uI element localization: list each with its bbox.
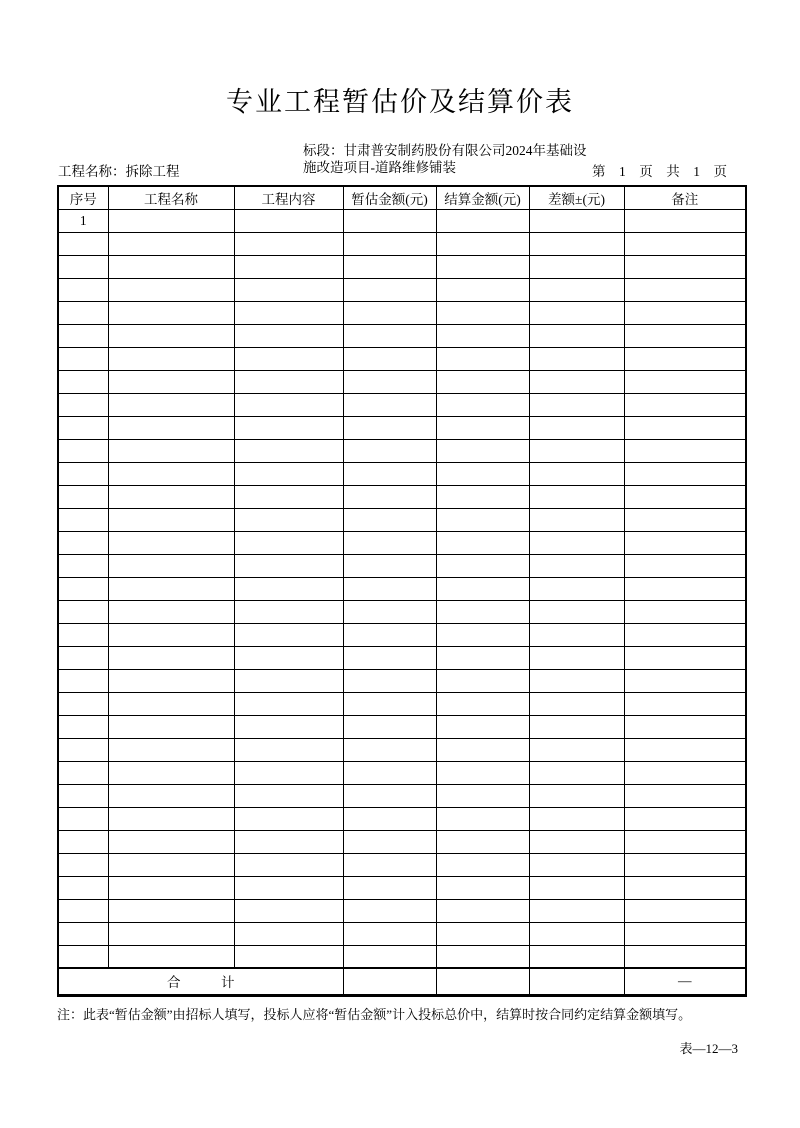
cell-remark [624,209,746,232]
cell-name [108,899,234,922]
cell-estimate [343,301,436,324]
cell-content [234,232,343,255]
table-row [58,715,746,738]
cell-remark [624,439,746,462]
cell-estimate [343,876,436,899]
cell-difference [529,209,624,232]
table-row [58,485,746,508]
cell-difference [529,416,624,439]
cell-seq [58,577,108,600]
cell-name [108,784,234,807]
cell-name [108,876,234,899]
cell-settlement [436,416,529,439]
cell-name [108,393,234,416]
cell-settlement [436,531,529,554]
cell-content [234,807,343,830]
cell-remark [624,646,746,669]
table-row [58,301,746,324]
cell-settlement [436,255,529,278]
cell-seq [58,255,108,278]
cell-content [234,876,343,899]
cell-name [108,761,234,784]
cell-settlement [436,554,529,577]
cell-settlement [436,232,529,255]
cell-seq [58,485,108,508]
table-row [58,232,746,255]
cell-content [234,347,343,370]
cell-remark [624,347,746,370]
table-row [58,508,746,531]
cell-seq [58,508,108,531]
cell-content [234,899,343,922]
table-row [58,209,746,232]
cell-content [234,945,343,968]
cell-estimate [343,922,436,945]
cell-content [234,485,343,508]
cell-settlement [436,945,529,968]
cell-settlement [436,508,529,531]
cell-seq [58,324,108,347]
cell-estimate [343,600,436,623]
cell-seq [58,347,108,370]
cell-remark [624,669,746,692]
cell-name [108,508,234,531]
footnote: 注：此表“暂估金额”由招标人填写，投标人应将“暂估金额”计入投标总价中，结算时按合同约定结算金额填写。 [57,1007,692,1022]
cell-content [234,554,343,577]
cell-content [234,669,343,692]
cell-settlement [436,853,529,876]
cell-name [108,531,234,554]
cell-name [108,278,234,301]
cell-name [108,945,234,968]
cell-estimate [343,738,436,761]
cell-remark [624,255,746,278]
cell-settlement [436,669,529,692]
cell-settlement [436,692,529,715]
cell-remark [624,738,746,761]
cell-difference [529,807,624,830]
table-row [58,922,746,945]
cell-seq [58,669,108,692]
cell-content [234,646,343,669]
table-row [58,945,746,968]
total-settlement [436,968,529,995]
cell-settlement [436,370,529,393]
total-label: 合 计 [58,968,343,995]
cell-settlement [436,485,529,508]
cell-seq: 1 [58,209,108,232]
cell-seq [58,301,108,324]
cell-settlement [436,784,529,807]
cell-difference [529,301,624,324]
cell-difference [529,462,624,485]
cell-content [234,209,343,232]
table-row [58,876,746,899]
cell-content [234,853,343,876]
cell-difference [529,554,624,577]
cell-settlement [436,439,529,462]
cell-settlement [436,600,529,623]
cell-content [234,508,343,531]
cell-settlement [436,393,529,416]
cell-name [108,209,234,232]
table-row [58,784,746,807]
table-row [58,370,746,393]
table-row [58,761,746,784]
cell-remark [624,324,746,347]
cell-content [234,255,343,278]
cell-seq [58,646,108,669]
cell-name [108,922,234,945]
cell-content [234,462,343,485]
project-name-field: 工程名称：拆除工程 [58,164,180,179]
cell-settlement [436,761,529,784]
cell-difference [529,830,624,853]
cell-difference [529,646,624,669]
cell-name [108,692,234,715]
cell-settlement [436,646,529,669]
cell-content [234,531,343,554]
cell-remark [624,416,746,439]
cell-estimate [343,347,436,370]
cell-estimate [343,393,436,416]
cell-seq [58,692,108,715]
table-row [58,577,746,600]
cell-difference [529,945,624,968]
cell-content [234,324,343,347]
cell-seq [58,761,108,784]
cell-estimate [343,531,436,554]
column-header-name: 工程名称 [108,186,234,209]
cell-estimate [343,278,436,301]
table-body [58,209,746,995]
cell-remark [624,278,746,301]
cell-settlement [436,623,529,646]
cell-seq [58,600,108,623]
cell-name [108,600,234,623]
table-row [58,531,746,554]
cell-seq [58,393,108,416]
cell-seq [58,278,108,301]
cell-content [234,393,343,416]
cell-name [108,347,234,370]
cell-name [108,853,234,876]
table-row [58,554,746,577]
cell-seq [58,899,108,922]
table-row [58,416,746,439]
cell-name [108,577,234,600]
cell-estimate [343,669,436,692]
cell-remark [624,393,746,416]
cell-name [108,255,234,278]
table-row [58,278,746,301]
cell-difference [529,761,624,784]
cell-seq [58,715,108,738]
cell-content [234,738,343,761]
cell-remark [624,853,746,876]
cell-estimate [343,899,436,922]
cell-difference [529,324,624,347]
cell-content [234,577,343,600]
cell-remark [624,577,746,600]
cell-remark [624,232,746,255]
cell-difference [529,738,624,761]
cell-difference [529,370,624,393]
cell-settlement [436,876,529,899]
cell-remark [624,807,746,830]
table-row [58,899,746,922]
page-number-indicator: 第 1 页 共 1 页 [592,164,727,179]
cell-difference [529,922,624,945]
cell-difference [529,784,624,807]
cell-settlement [436,807,529,830]
cell-settlement [436,715,529,738]
cell-estimate [343,830,436,853]
table-row [58,255,746,278]
cell-remark [624,462,746,485]
cell-difference [529,715,624,738]
cell-difference [529,485,624,508]
cell-seq [58,807,108,830]
cell-settlement [436,324,529,347]
cell-seq [58,738,108,761]
cell-settlement [436,830,529,853]
cell-content [234,370,343,393]
cell-settlement [436,278,529,301]
cell-estimate [343,554,436,577]
table-row [58,853,746,876]
cell-remark [624,600,746,623]
cell-remark [624,554,746,577]
cell-difference [529,255,624,278]
cell-estimate [343,784,436,807]
table-row [58,623,746,646]
total-estimate [343,968,436,995]
cell-name [108,830,234,853]
cell-remark [624,531,746,554]
cell-name [108,807,234,830]
cell-content [234,922,343,945]
cell-difference [529,577,624,600]
cell-name [108,485,234,508]
provisional-price-table [57,185,747,997]
cell-remark [624,485,746,508]
table-row [58,807,746,830]
cell-name [108,462,234,485]
cell-remark [624,876,746,899]
cell-settlement [436,301,529,324]
cell-remark [624,623,746,646]
cell-name [108,232,234,255]
column-header-estimate: 暂估金额(元) [343,186,436,209]
cell-remark [624,899,746,922]
cell-name [108,646,234,669]
cell-name [108,738,234,761]
cell-name [108,324,234,347]
cell-estimate [343,853,436,876]
table-row [58,646,746,669]
table-row [58,692,746,715]
cell-settlement [436,462,529,485]
cell-name [108,301,234,324]
cell-estimate [343,761,436,784]
table-row [58,439,746,462]
cell-difference [529,393,624,416]
section-field: 标段：甘肃普安制药股份有限公司2024年基础设施改造项目-道路维修铺装 [303,143,587,175]
cell-content [234,830,343,853]
cell-name [108,439,234,462]
cell-difference [529,692,624,715]
cell-content [234,439,343,462]
table-row [58,669,746,692]
cell-estimate [343,209,436,232]
cell-remark [624,508,746,531]
cell-estimate [343,416,436,439]
cell-content [234,416,343,439]
cell-content [234,692,343,715]
cell-estimate [343,508,436,531]
column-header-seq: 序号 [58,186,108,209]
cell-estimate [343,945,436,968]
cell-estimate [343,646,436,669]
cell-name [108,416,234,439]
cell-estimate [343,324,436,347]
table-row [58,347,746,370]
form-code: 表—12—3 [679,1041,738,1056]
cell-difference [529,623,624,646]
cell-content [234,784,343,807]
cell-difference [529,347,624,370]
column-header-remark: 备注 [624,186,746,209]
cell-difference [529,600,624,623]
cell-name [108,715,234,738]
column-header-content: 工程内容 [234,186,343,209]
cell-content [234,600,343,623]
column-header-settlement: 结算金额(元) [436,186,529,209]
cell-estimate [343,692,436,715]
cell-seq [58,370,108,393]
total-remark: — [624,968,746,995]
cell-content [234,278,343,301]
page-title: 专业工程暂估价及结算价表 [226,87,574,117]
cell-settlement [436,899,529,922]
cell-seq [58,554,108,577]
cell-seq [58,853,108,876]
table-row [58,462,746,485]
cell-name [108,554,234,577]
cell-difference [529,232,624,255]
cell-remark [624,922,746,945]
cell-remark [624,715,746,738]
total-row [58,968,746,995]
cell-estimate [343,485,436,508]
table-row [58,600,746,623]
cell-seq [58,876,108,899]
cell-seq [58,784,108,807]
cell-difference [529,508,624,531]
table-row [58,393,746,416]
column-header-difference: 差额±(元) [529,186,624,209]
cell-seq [58,439,108,462]
cell-remark [624,945,746,968]
cell-settlement [436,347,529,370]
cell-remark [624,301,746,324]
cell-name [108,623,234,646]
cell-remark [624,784,746,807]
cell-seq [58,531,108,554]
cell-remark [624,761,746,784]
cell-settlement [436,209,529,232]
cell-estimate [343,462,436,485]
cell-seq [58,416,108,439]
cell-name [108,669,234,692]
cell-settlement [436,738,529,761]
cell-estimate [343,577,436,600]
cell-difference [529,899,624,922]
cell-difference [529,439,624,462]
cell-content [234,301,343,324]
cell-difference [529,669,624,692]
cell-content [234,715,343,738]
cell-estimate [343,807,436,830]
cell-difference [529,531,624,554]
cell-difference [529,876,624,899]
cell-seq [58,462,108,485]
cell-difference [529,278,624,301]
cell-seq [58,830,108,853]
table-row [58,738,746,761]
table-header-row [58,186,746,209]
cell-remark [624,692,746,715]
cell-seq [58,232,108,255]
cell-estimate [343,439,436,462]
total-difference [529,968,624,995]
cell-remark [624,830,746,853]
cell-remark [624,370,746,393]
cell-content [234,623,343,646]
cell-seq [58,945,108,968]
cell-estimate [343,370,436,393]
table-row [58,324,746,347]
cell-content [234,761,343,784]
cell-estimate [343,715,436,738]
cell-difference [529,853,624,876]
cell-seq [58,922,108,945]
cell-estimate [343,623,436,646]
cell-name [108,370,234,393]
cell-seq [58,623,108,646]
cell-settlement [436,577,529,600]
table-row [58,830,746,853]
cell-settlement [436,922,529,945]
cell-estimate [343,255,436,278]
cell-estimate [343,232,436,255]
